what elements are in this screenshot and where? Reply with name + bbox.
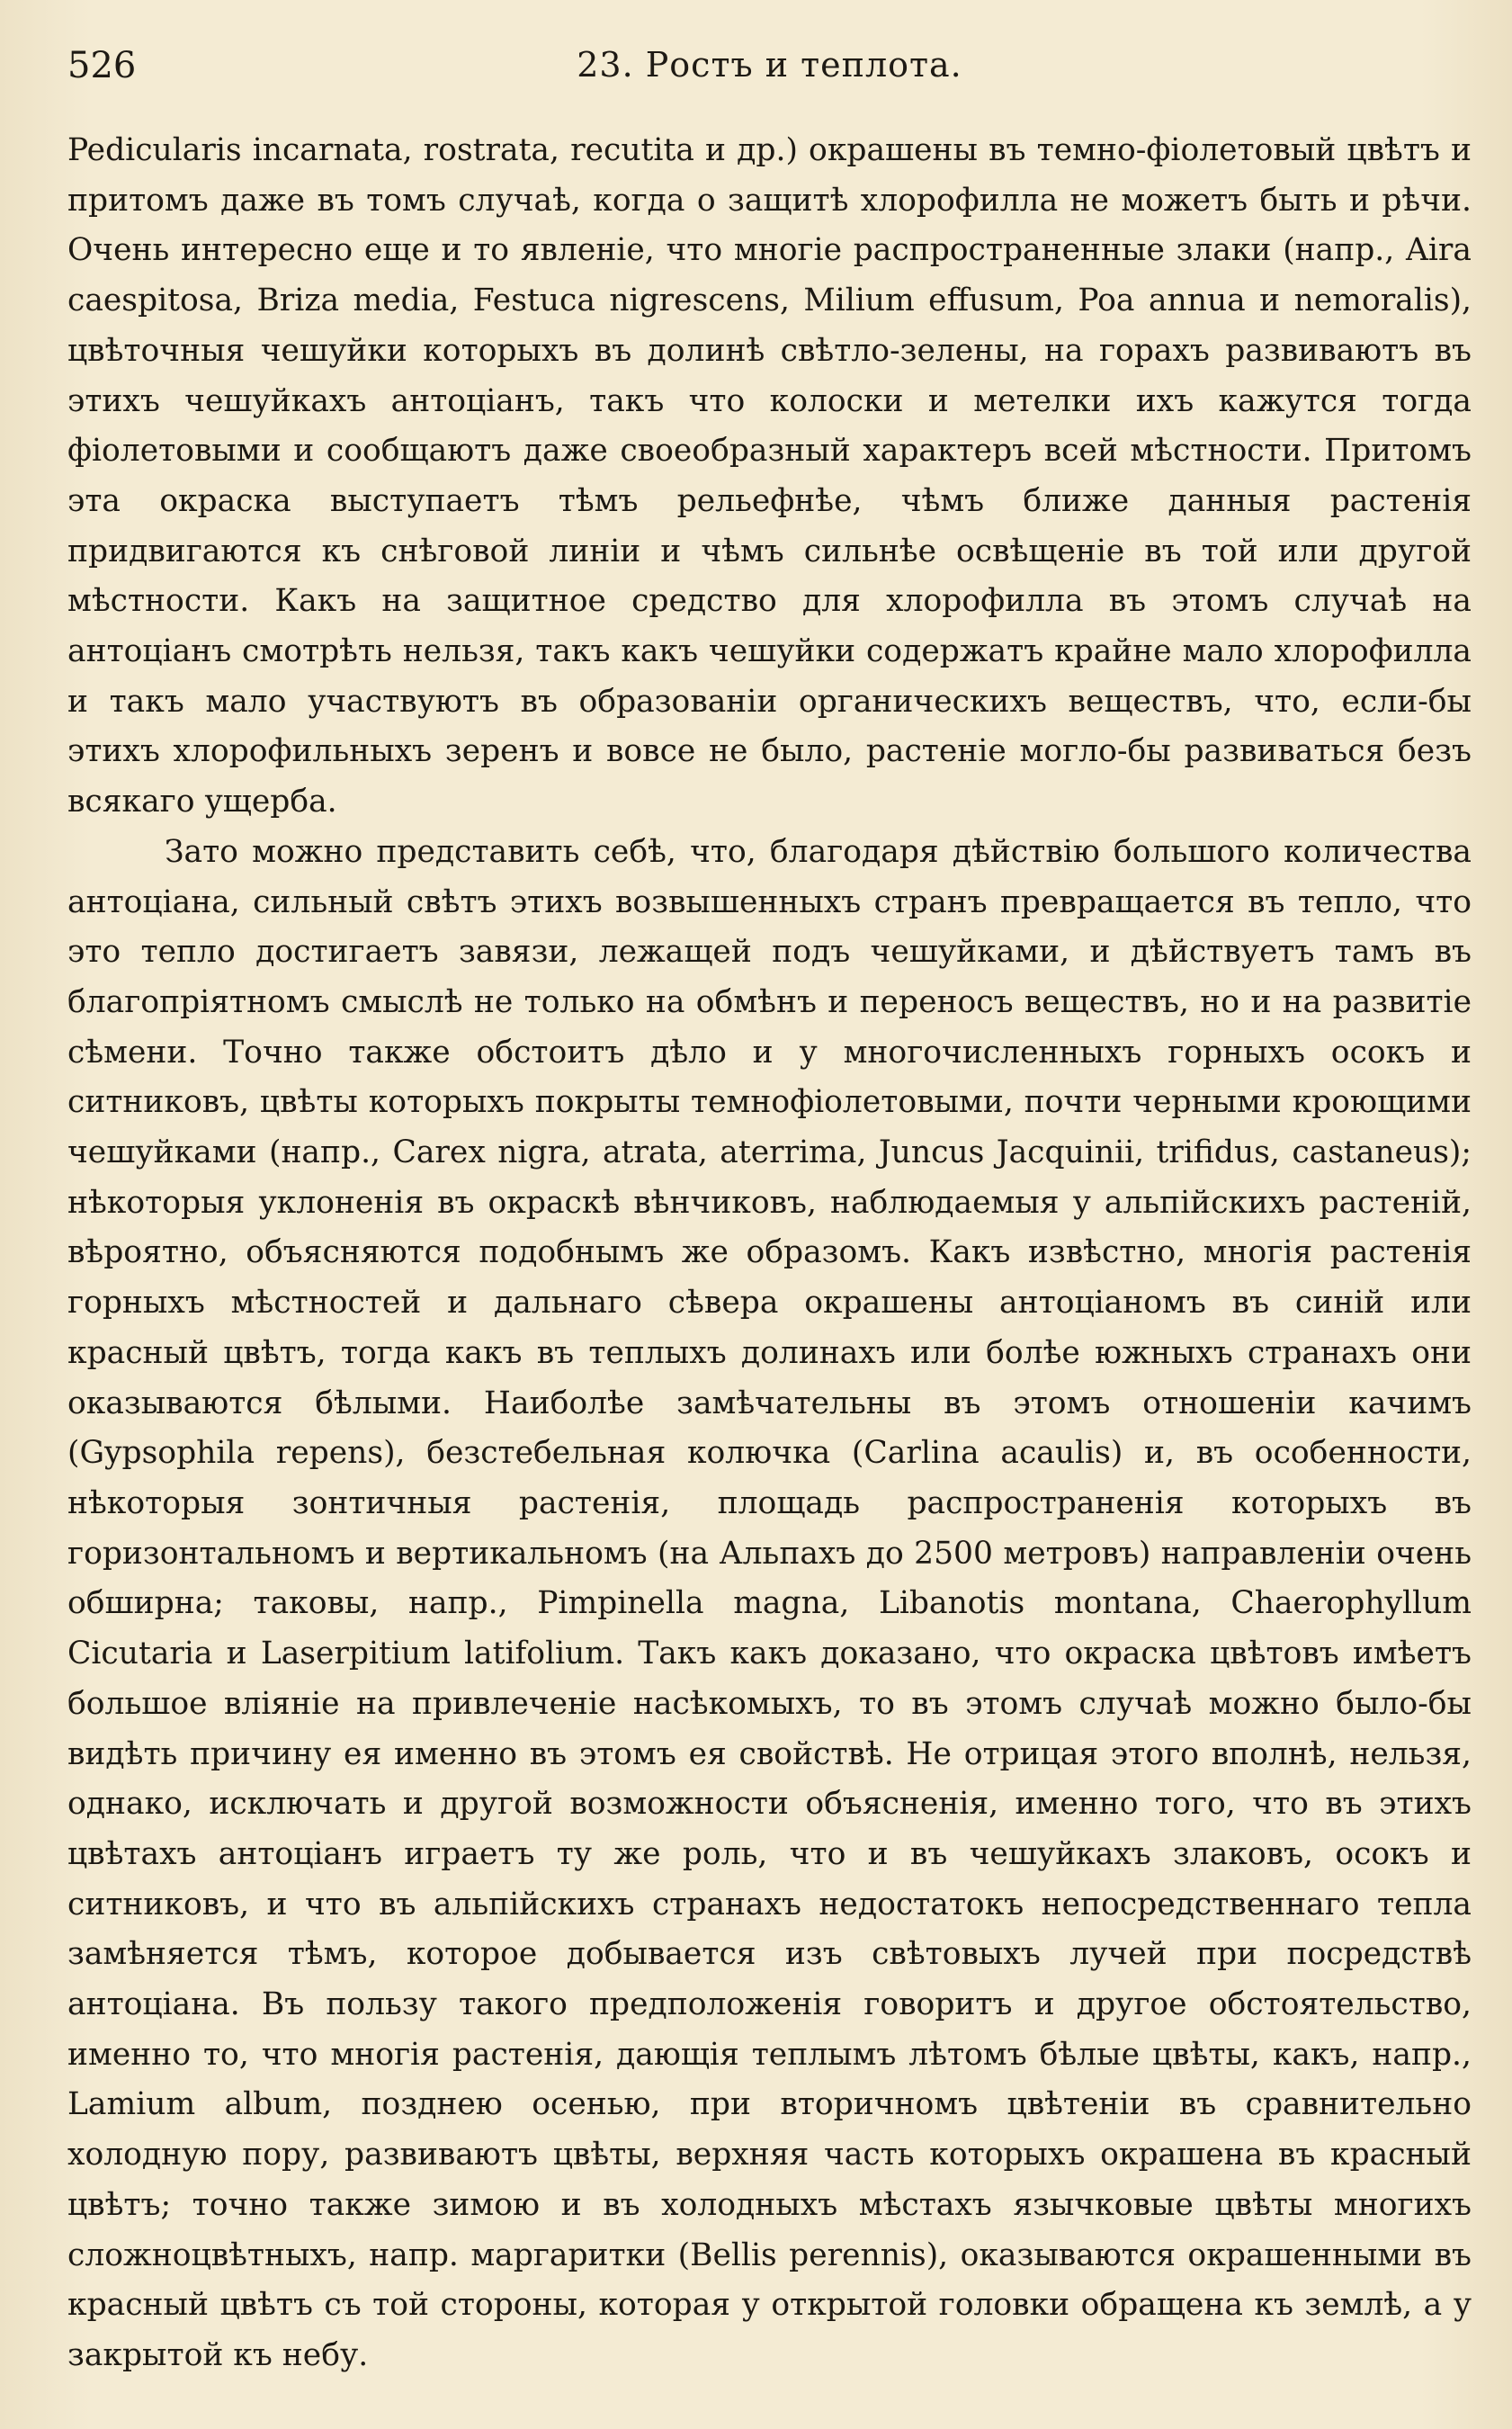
paragraph-continued: Pedicularis incarnata, rostrata, recutita и др.) окрашены въ темно-фіолетовый цвѣтъ и притомъ даже въ томъ случаѣ, когда о защитѣ хлорофилла не можетъ быть и рѣчи. Очень интересно еще и то явленіе, что многіе распространенные злаки (напр., Aira caespitosa, Briza media, Festuca nigrescens, Milium effusum, Poa annua и nemoralis), цвѣточныя чешуйки которыхъ въ долинѣ свѣтло-зелены, на горахъ развиваютъ въ этихъ чешуйкахъ антоціанъ, такъ что колоски и метелки ихъ кажутся тогда фіолетовыми и сообщаютъ даже своеобразный характеръ всей мѣстности. Притомъ эта окраска выступаетъ тѣмъ рельефнѣе, чѣмъ ближе данныя растенія придвигаются къ снѣговой линіи и чѣмъ сильнѣе освѣщеніе въ той или другой мѣстности. Какъ на защитное средство для хлорофилла въ этомъ случаѣ на антоціанъ смотрѣть нельзя, такъ какъ чешуйки содержатъ крайне мало хлорофилла и такъ мало участвуютъ въ образованіи органическихъ веществъ, что, если-бы этихъ хлорофильныхъ зеренъ и вовсе не было, растеніе могло-бы развиваться безъ всякаго ущерба. [67, 132, 1472, 820]
body-text [67, 126, 1472, 2381]
paragraph: Зато можно представить себѣ, что, благодаря дѣйствію большого количества антоціана, сильный свѣтъ этихъ возвышенныхъ странъ превращается въ тепло, что это тепло достигаетъ завязи, лежащей подъ чешуйками, и дѣйствуетъ тамъ въ благопріятномъ смыслѣ не только на обмѣнъ и переносъ веществъ, но и на развитіе сѣмени. Точно также обстоитъ дѣло и у многочисленныхъ горныхъ осокъ и ситниковъ, цвѣты которыхъ покрыты темнофіолетовыми, почти черными кроющими чешуйками (напр., Carex nigra, atrata, aterrima, Juncus Jacquinii, trifidus, castaneus); нѣкоторыя уклоненія въ окраскѣ вѣнчиковъ, наблюдаемыя у альпійскихъ растеній, вѣроятно, объясняются подобнымъ же образомъ. Какъ извѣстно, многія растенія горныхъ мѣстностей и дальнаго сѣвера окрашены антоціаномъ въ синій или красный цвѣтъ, тогда какъ въ теплыхъ долинахъ или болѣе южныхъ странахъ они оказываются бѣлыми. Наиболѣе замѣчательны въ этомъ отношеніи качимъ (Gypsophila repens), безстебельная колючка (Carlina acaulis) и, въ особенности, нѣкоторыя зонтичныя растенія, площадь распространенія которыхъ въ горизонтальномъ и вертикальномъ (на Альпахъ до 2500 метровъ) направленіи очень обширна; таковы, напр., Pimpinella magna, Libanotis montana, Chaerophyllum Cicutaria и Laserpitium latifolium. Такъ какъ доказано, что окраска цвѣтовъ имѣетъ большое вліяніе на привлеченіе насѣкомыхъ, то въ этомъ случаѣ можно было-бы видѣть причину ея именно въ этомъ ея свойствѣ. Не отрицая этого вполнѣ, нельзя, однако, исключать и другой возможности объясненія, именно того, что въ этихъ цвѣтахъ антоціанъ играетъ ту же роль, что и въ чешуйкахъ злаковъ, осокъ и ситниковъ, и что въ альпійскихъ странахъ недостатокъ непосредственнаго тепла замѣняется тѣмъ, которое добывается изъ свѣтовыхъ лучей при посредствѣ антоціана. Въ пользу такого предположенія говоритъ и другое обстоятельство, именно то, что многія растенія, дающія теплымъ лѣтомъ бѣлые цвѣты, какъ, напр., Lamium album, позднею осенью, при вторичномъ цвѣтеніи въ сравнительно холодную пору, развиваютъ цвѣты, верхняя часть которыхъ окрашена въ красный цвѣтъ; точно также зимою и въ холодныхъ мѣстахъ язычковые цвѣты многихъ сложноцвѣтныхъ, напр. маргаритки (Bellis perennis), оказываются окрашенными въ красный цвѣтъ съ той стороны, которая у открытой головки обращена къ землѣ, а у закрытой къ небу. [67, 833, 1472, 2373]
page-header [67, 40, 1472, 94]
page-number: 526 [67, 45, 137, 86]
running-head: 23. Ростъ и теплота. [577, 45, 962, 85]
